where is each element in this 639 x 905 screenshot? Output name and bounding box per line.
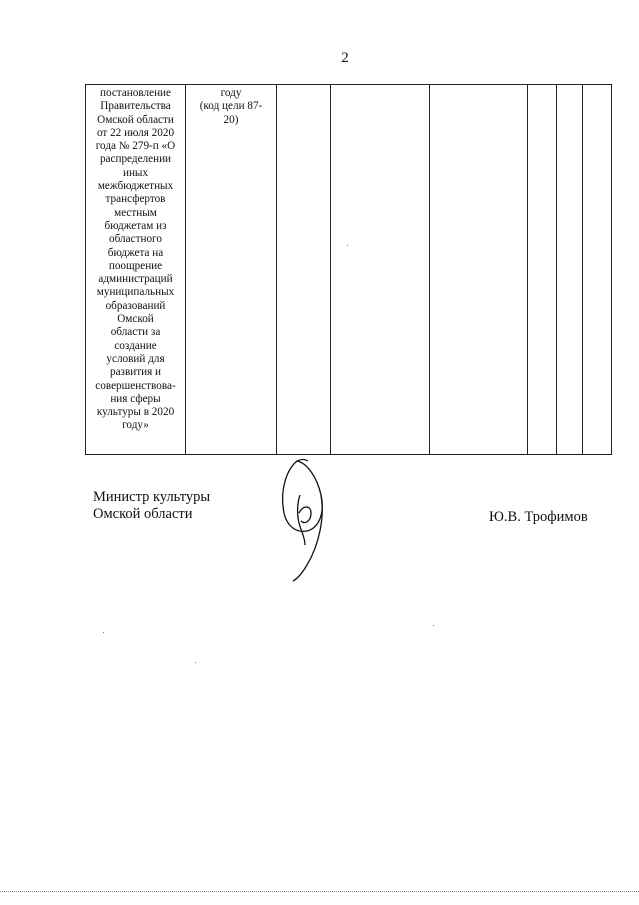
table-cell-empty [528,85,557,455]
scan-speck [433,625,434,626]
scan-edge-line [0,891,639,892]
table-cell-empty [430,85,528,455]
budget-table [85,84,612,455]
scan-speck [347,245,348,246]
table-cell-empty [583,85,612,455]
table-row [86,85,612,455]
table-cell-empty [557,85,583,455]
signatory-title: Министр культуры Омской области [93,489,211,522]
table-cell-document [86,85,186,455]
cell-text: году (код цели 87- 20) [199,87,263,126]
handwritten-signature [275,455,335,585]
table-cell-empty [331,85,430,455]
signatory-name: Ю.В. Трофимов [489,509,588,525]
table-cell-empty [277,85,331,455]
cell-text: постановление Правительства Омской области от 22 июля 2020 года № 279-п «О распределении иных межбюджетных трансфертов местным бюджетам из областного бюджета на поощрение администраций муниципальных образований Омской области за создание условий для развития и совершенствова- ния сферы культуры в 2020 году» [95,87,176,432]
page-number: 2 [341,50,349,66]
table-cell-period [186,85,277,455]
scan-speck [195,662,196,663]
scan-speck [103,632,104,633]
